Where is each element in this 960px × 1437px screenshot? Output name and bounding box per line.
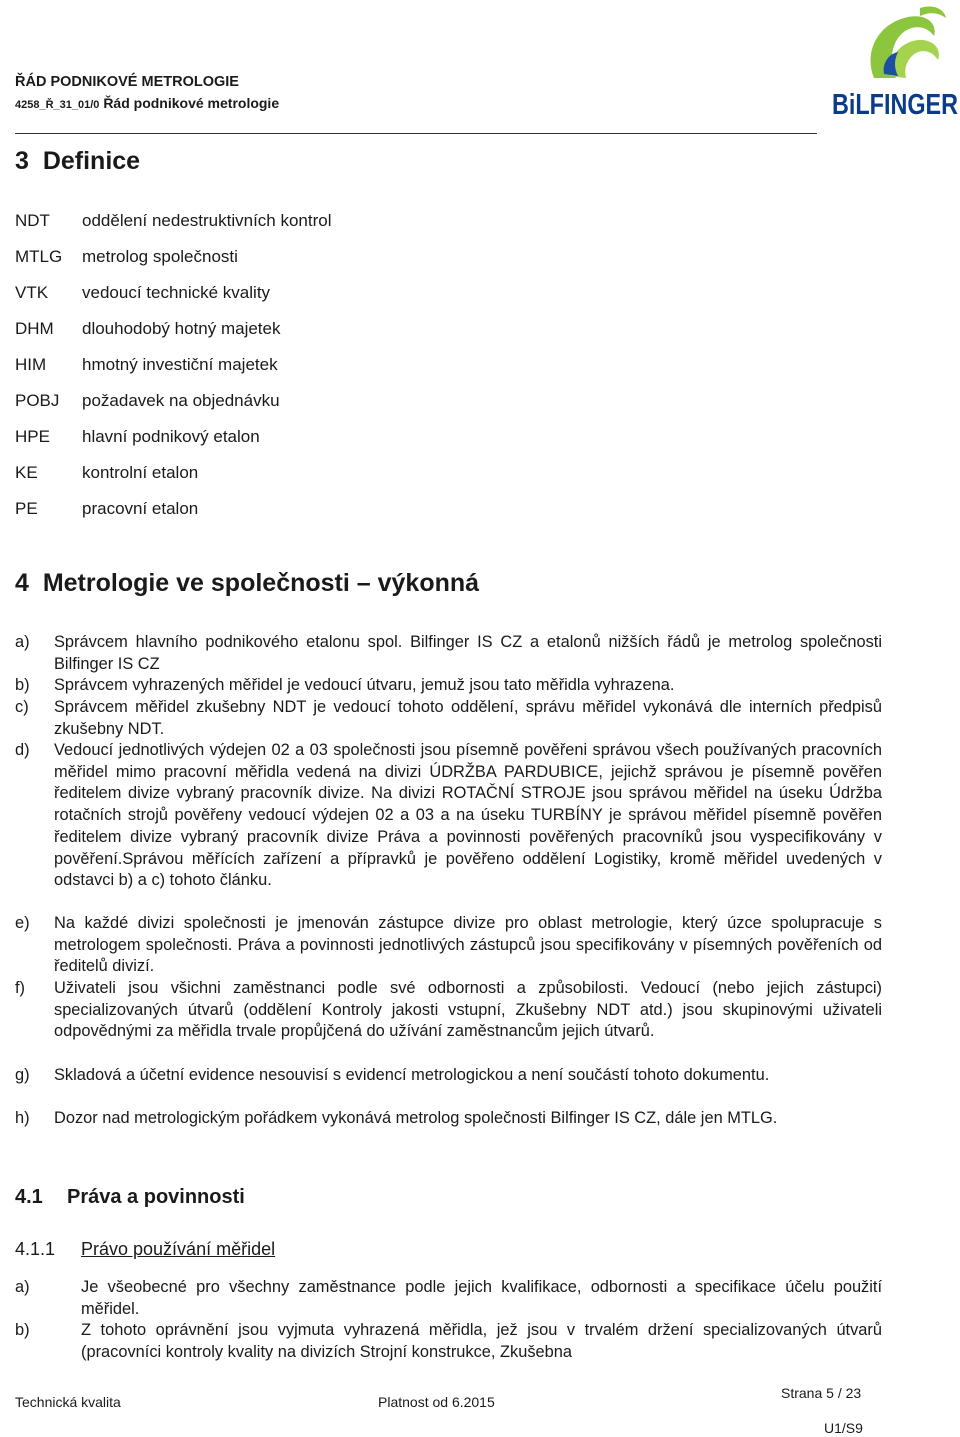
- footer-department: Technická kvalita: [15, 1394, 121, 1410]
- abbreviation-value: oddělení nedestruktivních kontrol: [82, 211, 332, 230]
- section-4-title: Metrologie ve společnosti – výkonná: [42, 569, 480, 597]
- section-4-heading: [15, 569, 479, 598]
- abbreviation-key: VTK: [15, 283, 49, 302]
- list-marker: b): [15, 676, 30, 694]
- abbreviation-value: kontrolní etalon: [82, 463, 199, 482]
- list-item-text: Je všeobecné pro všechny zaměstnance podle jejich kvalifikace, odbornosti a specifikace účelu použití měřidel.: [81, 1278, 882, 1318]
- bilfinger-logo: [828, 4, 960, 120]
- document-subtitle: [15, 95, 279, 111]
- section-4-1-title: Práva a povinnosti: [67, 1186, 245, 1208]
- list-item-text: Správcem hlavního podnikového etalonu spol. Bilfinger IS CZ a etalonů nižších řádů je metrolog společnosti Bilfinger IS CZ: [54, 633, 882, 673]
- header-divider: [15, 133, 817, 134]
- list-marker: d): [15, 741, 30, 759]
- footer-copy-code: U1/S9: [824, 1420, 863, 1436]
- section-3-heading: [15, 147, 140, 176]
- section-3-title: Definice: [42, 147, 141, 175]
- list-marker: h): [15, 1109, 30, 1127]
- abbreviation-key: NDT: [15, 211, 50, 230]
- list-marker: g): [15, 1066, 30, 1084]
- section-3-number: 3: [15, 147, 29, 175]
- document-title: ŘÁD PODNIKOVÉ METROLOGIE: [15, 74, 239, 90]
- abbreviation-value: pracovní etalon: [82, 499, 199, 518]
- abbreviation-key: PE: [15, 499, 38, 518]
- list-item-text: Na každé divizi společnosti je jmenován zástupce divize pro oblast metrologie, který úzce spolupracuje s metrologem společnosti. Práva a povinnosti jednotlivých zástupců jsou specifikovány v písemných pověřeních od ředitelů divizí.: [54, 914, 882, 976]
- document-code: 4258_Ř_31_01/0: [15, 99, 100, 111]
- abbreviation-key: KE: [15, 463, 38, 482]
- abbreviation-value: požadavek na objednávku: [82, 391, 280, 410]
- list-item-text: Z tohoto oprávnění jsou vyjmuta vyhrazená měřidla, jež jsou v trvalém držení specializovaných útvarů (pracovníci kontroly kvality na divizích Strojní konstrukce, Zkušebna: [81, 1321, 882, 1361]
- list-marker: c): [15, 698, 29, 716]
- logo-emblem-icon: [828, 4, 960, 120]
- list-marker: f): [15, 979, 26, 997]
- abbreviation-value: vedoucí technické kvality: [82, 283, 271, 302]
- section-4-1-number: 4.1: [15, 1186, 43, 1208]
- list-marker: a): [15, 633, 30, 651]
- list-item-text: Správcem vyhrazených měřidel je vedoucí útvaru, jemuž jsou tato měřidla vyhrazena.: [54, 676, 675, 694]
- list-marker: e): [15, 914, 30, 932]
- abbreviation-value: hmotný investiční majetek: [82, 355, 278, 374]
- abbreviation-key: POBJ: [15, 391, 60, 410]
- list-marker: b): [15, 1321, 30, 1339]
- section-4-number: 4: [15, 569, 29, 597]
- footer-page-number: Strana 5 / 23: [781, 1385, 862, 1401]
- abbreviation-value: dlouhodobý hotný majetek: [82, 319, 281, 338]
- list-item-text: Dozor nad metrologickým pořádkem vykonává metrolog společnosti Bilfinger IS CZ, dále jen MTLG.: [54, 1109, 778, 1127]
- abbreviation-value: hlavní podnikový etalon: [82, 427, 260, 446]
- abbreviation-value: metrolog společnosti: [82, 247, 238, 266]
- document-name: Řád podnikové metrologie: [103, 95, 280, 111]
- abbreviation-key: DHM: [15, 319, 54, 338]
- list-marker: a): [15, 1278, 30, 1296]
- abbreviation-key: MTLG: [15, 247, 63, 266]
- list-item-text: Vedoucí jednotlivých výdejen 02 a 03 společnosti jsou písemně pověřeni správou všech používaných pracovních měřidel mimo pracovní měřidla vedená na divizi ÚDRŽBA PARDUBICE, jejichž správou je písemně pověřen ředitelem divize vybraný pracovník divize. Na divizi ROTAČNÍ STROJE jsou správou měřidel na úseku Údržba rotačních strojů pověřeny vedoucí výdejen 02 a 03 a na úseku TURBÍNY je správou měřidel písemně pověřen ředitelem divize vybraný pracovník divize Práva a povinnosti pověřených pracovníků jsou vyspecifikovány v pověření.Správou měřících zařízení a přípravků je pověřeno oddělení Logistiky, kromě měřidel uvedených v odstavci b) a c) tohoto článku.: [54, 741, 882, 890]
- abbreviation-key: HIM: [15, 355, 47, 374]
- section-4-1-1-number: 4.1.1: [15, 1239, 56, 1259]
- list-item-text: Správcem měřidel zkušebny NDT je vedoucí tohoto oddělení, správu měřidel vykonává dle interních předpisů zkušebny NDT.: [54, 698, 882, 738]
- list-item-text: Uživateli jsou všichni zaměstnanci podle své odbornosti a způsobilosti. Vedoucí (nebo jejich zástupci) specializovaných útvarů (oddělení Kontroly jakosti vstupní, Zkušebny NDT atd.) jsou skupinovými uživateli odpovědnými za měřidla trvale propůjčená do užívání zaměstnancům jejich útvarů.: [54, 979, 882, 1041]
- footer-validity: Platnost od 6.2015: [378, 1394, 495, 1410]
- list-item-text: Skladová a účetní evidence nesouvisí s evidencí metrologickou a není součástí tohoto dokumentu.: [54, 1066, 770, 1084]
- section-4-1-1-title: Právo používání měřidel: [81, 1239, 276, 1259]
- logo-text: BiLFINGER: [832, 89, 959, 120]
- abbreviation-key: HPE: [15, 427, 50, 446]
